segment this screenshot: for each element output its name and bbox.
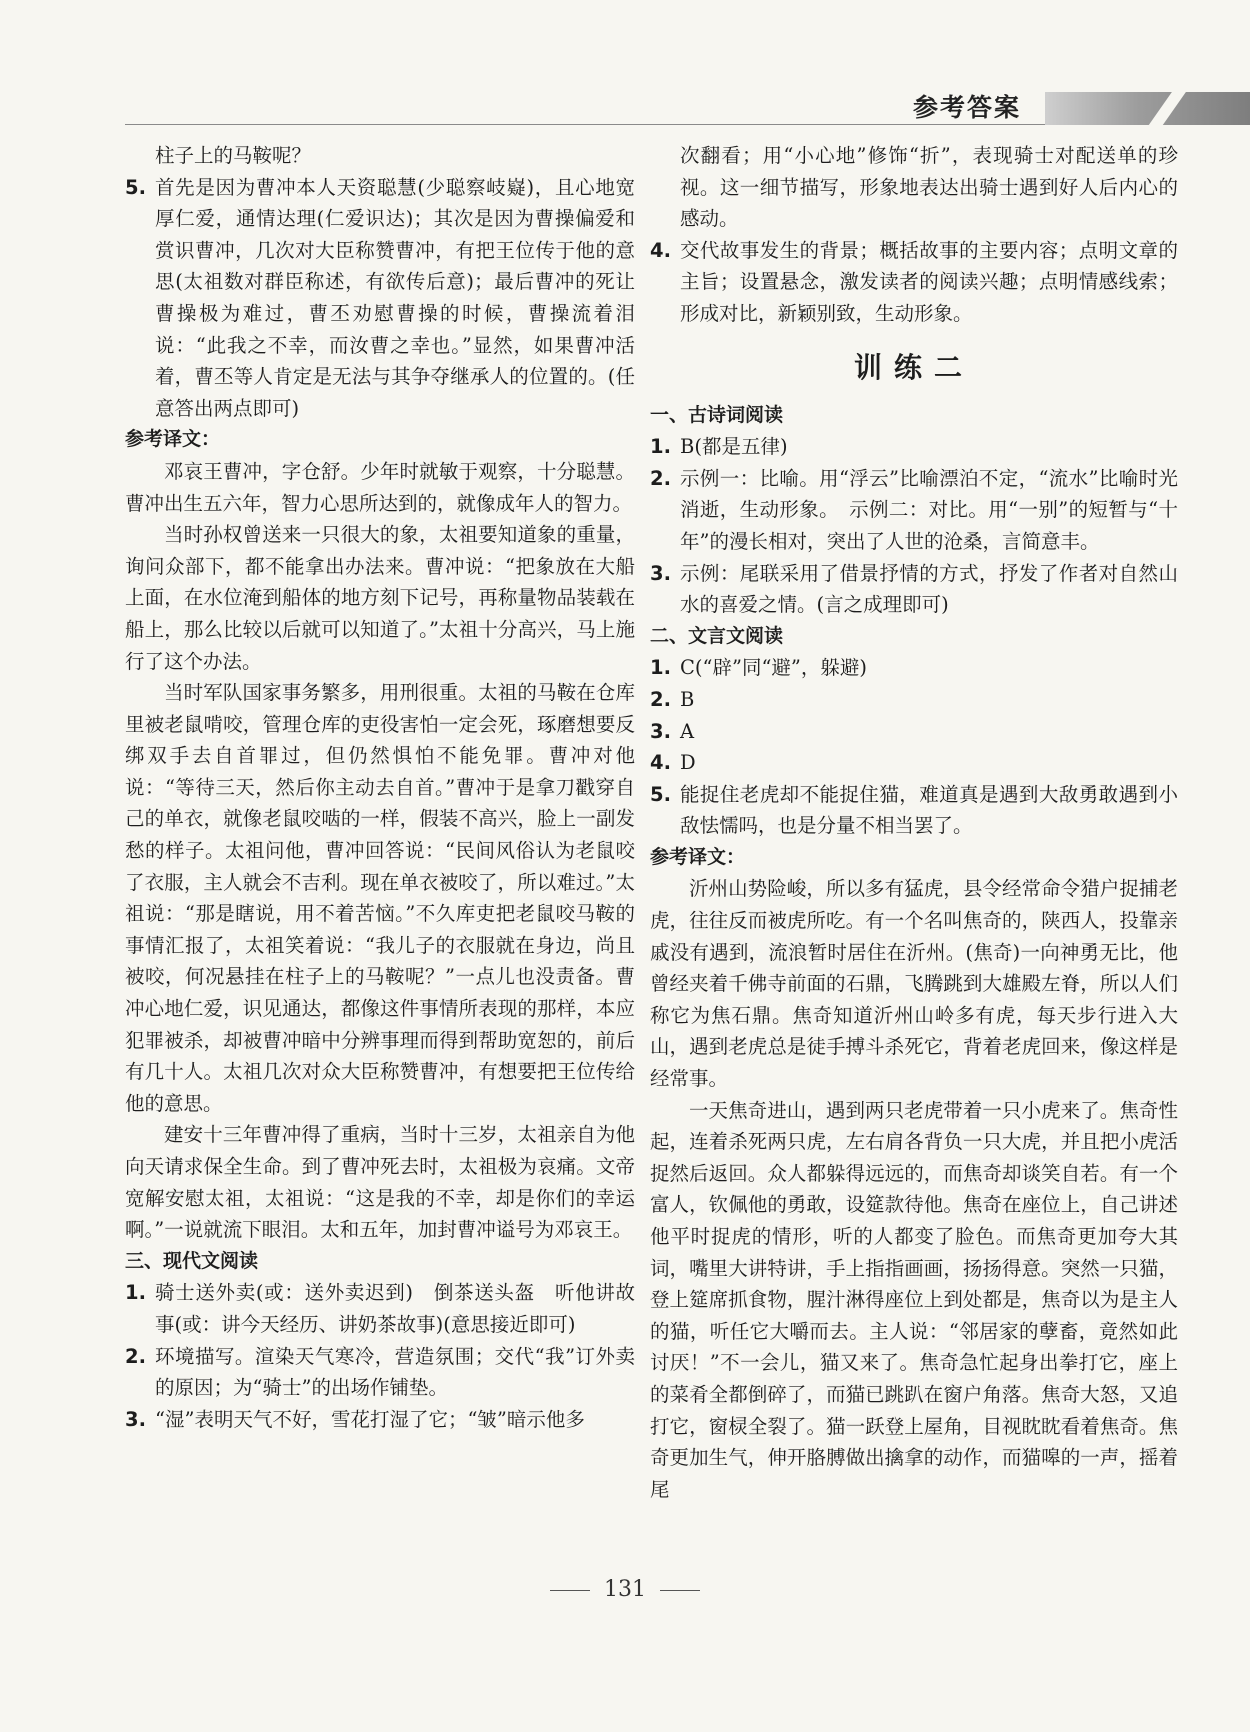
question-item (125, 1341, 635, 1404)
question-number: 4. (650, 238, 671, 262)
question-item (650, 684, 1178, 716)
answer-text: 示例：尾联采用了借景抒情的方式，抒发了作者对自然山水的喜爱之情。(言之成理即可) (680, 561, 1178, 617)
question-number: 3. (650, 561, 671, 585)
question-number: 5. (125, 175, 146, 199)
header-decor-bar (1045, 92, 1250, 125)
translation-paragraph: 沂州山势险峻，所以多有猛虎，县令经常命令猎户捉捕老虎，往往反而被虎所吃。有一个名叫焦奇的，陕西人，投靠亲戚没有遇到，流浪暂时居住在沂州。(焦奇)一向神勇无比，他曾经夹着千佛寺前面的石鼎，飞腾跳到大雄殿左脊，所以人们称它为焦石鼎。焦奇知道沂州山岭多有虎，每天步行进入大山，遇到老虎总是徒手搏斗杀死它，背着老虎回来，像这样是经常事。 (650, 877, 1178, 1091)
footer-dash-left (550, 1590, 590, 1591)
question-item (650, 463, 1178, 558)
answer-text: 交代故事发生的背景；概括故事的主要内容；点明文章的主旨；设置悬念，激发读者的阅读兴趣；点明情感线索；形成对比，新颖别致，生动形象。 (680, 238, 1178, 325)
question-number: 3. (125, 1407, 146, 1431)
answer-text: 示例一：比喻。用“浮云”比喻漂泊不定，“流水”比喻时光消逝，生动形象。 示例二：对比。用“一别”的短暂与“十年”的漫长相对，突出了人世的沧桑，言简意丰。 (680, 466, 1178, 553)
question-number: 2. (125, 1344, 146, 1368)
footer-dash-right (660, 1590, 700, 1591)
left-column (125, 140, 635, 1435)
right-column (650, 140, 1178, 1505)
translation-paragraph: 当时孙权曾送来一只很大的象，太祖要知道象的重量，询问众部下，都不能拿出办法来。曹冲说：“把象放在大船上面，在水位淹到船体的地方刻下记号，再称量物品装载在船上，那么比较以后就可以知道了。”太祖十分高兴，马上施行了这个办法。 (125, 523, 635, 673)
translation-paragraph: 邓哀王曹冲，字仓舒。少年时就敏于观察，十分聪慧。曹冲出生五六年，智力心思所达到的，就像成年人的智力。 (125, 459, 635, 515)
question-item (650, 779, 1178, 842)
question-item (650, 716, 1178, 748)
translation-paragraph: 当时军队国家事务繁多，用刑很重。太祖的马鞍在仓库里被老鼠啃咬，管理仓库的吏役害怕一定会死，琢磨想要反绑双手去自首罪过，但仍然惧怕不能免罪。曹冲对他说：“等待三天，然后你主动去自首。”曹冲于是拿刀戳穿自己的单衣，就像老鼠咬啮的一样，假装不高兴，脸上一副发愁的样子。太祖问他，曹冲回答说：“民间风俗认为老鼠咬了衣服，主人就会不吉利。现在单衣被咬了，所以难过。”太祖说：“那是瞎说，用不着苦恼。”不久库吏把老鼠咬马鞍的事情汇报了，太祖笑着说：“我儿子的衣服就在身边，尚且被咬，何况悬挂在柱子上的马鞍呢？”一点儿也没责备。曹冲心地仁爱，识见通达，都像这件事情所表现的那样，本应犯罪被杀，却被曹冲暗中分辨事理而得到帮助宽恕的，前后有几十人。太祖几次对众大臣称赞曹冲，有想要把王位传给他的意思。 (125, 681, 635, 1115)
section-heading: 一、古诗词阅读 (650, 403, 784, 426)
translation-paragraph: 一天焦奇进山，遇到两只老虎带着一只小虎来了。焦奇性起，连着杀死两只虎，左右肩各背负一只大虎，并且把小虎活捉然后返回。众人都躲得远远的，而焦奇却谈笑自若。有一个富人，钦佩他的勇敢，设筵款待他。焦奇在座位上，自己讲述他平时捉虎的情形，听的人都变了脸色。而焦奇更加夸大其词，嘴里大讲特讲，手上指指画画，扬扬得意。突然一只猫，登上筵席抓食物，腥汁淋得座位上到处都是，焦奇以为是主人的猫，听任它大嚼而去。主人说：“邻居家的孽畜，竟然如此讨厌！”不一会儿，猫又来了。焦奇急忙起身出拳打它，座上的菜肴全都倒碎了，而猫已跳趴在窗户角落。焦奇大怒，又追打它，窗棂全裂了。猫一跃登上屋角，目视眈眈看着焦奇。焦奇更加生气，伸开胳膊做出擒拿的动作，而猫嗥的一声，摇着尾 (650, 1098, 1178, 1501)
header-title: 参考答案 (913, 93, 1022, 122)
question-number: 2. (650, 466, 671, 490)
page-number-footer (0, 1577, 1250, 1602)
question-item (650, 747, 1178, 779)
exercise-title: 训练二 (853, 350, 974, 384)
continued-line: 柱子上的马鞍呢？ (155, 144, 312, 167)
translation-heading: 参考译文： (650, 845, 746, 868)
answer-text: C(“辟”同“避”，躲避) (680, 656, 868, 680)
section-heading: 三、现代文阅读 (125, 1249, 259, 1272)
continued-text: 次翻看；用“小心地”修饰“折”，表现骑士对配送单的珍视。这一细节描写，形象地表达出骑士遇到好人后内心的感动。 (680, 144, 1178, 231)
question-item (125, 172, 635, 425)
question-number: 3. (650, 719, 671, 743)
question-item (650, 558, 1178, 621)
question-number: 2. (650, 687, 671, 711)
answer-text: 环境描写。渲染天气寒冷，营造氛围；交代“我”订外卖的原因；为“骑士”的出场作铺垫。 (155, 1344, 635, 1400)
question-number: 1. (650, 435, 671, 459)
answer-text: D (680, 751, 696, 775)
answer-text: A (680, 719, 695, 743)
question-item (650, 235, 1178, 330)
question-number: 4. (650, 751, 671, 775)
translation-paragraph: 建安十三年曹冲得了重病，当时十三岁，太祖亲自为他向天请求保全生命。到了曹冲死去时，太祖极为哀痛。文帝宽解安慰太祖，太祖说：“这是我的不幸，却是你们的幸运啊。”一说就流下眼泪。太和五年，加封曹冲谥号为邓哀王。 (125, 1123, 635, 1242)
answer-text: 骑士送外卖(或：送外卖迟到) 倒茶送头盔 听他讲故事(或：讲今天经历、讲奶茶故事)(意思接近即可) (155, 1281, 635, 1336)
question-item (650, 652, 1178, 684)
answer-text: 能捉住老虎却不能捉住猫，难道真是遇到大敌勇敢遇到小敌怯懦吗，也是分量不相当罢了。 (680, 782, 1178, 838)
question-item (650, 431, 1178, 463)
question-number: 1. (125, 1281, 146, 1305)
header-rule (125, 124, 1180, 125)
question-item (125, 1404, 635, 1436)
question-item (125, 1277, 635, 1340)
question-number: 5. (650, 782, 671, 806)
section-heading: 二、文言文阅读 (650, 624, 784, 647)
page-number: 131 (604, 1577, 646, 1602)
answer-text: “湿”表明天气不好，雪花打湿了它；“皱”暗示他多 (155, 1407, 585, 1431)
answer-text: B(都是五律) (680, 435, 788, 459)
answer-text: 首先是因为曹冲本人天资聪慧(少聪察岐嶷)，且心地宽厚仁爱，通情达理(仁爱识达)；其次是因为曹操偏爱和赏识曹冲，几次对大臣称赞曹冲，有把王位传于他的意思(太祖数对群臣称述，有欲传后意)；最后曹冲的死让曹操极为难过，曹丕劝慰曹操的时候，曹操流着泪说：“此我之不幸，而汝曹之幸也。”显然，如果曹冲活着，曹丕等人肯定是无法与其争夺继承人的位置的。(任意答出两点即可) (155, 175, 635, 420)
question-number: 1. (650, 656, 671, 680)
answer-text: B (680, 687, 695, 711)
translation-heading: 参考译文： (125, 428, 221, 451)
